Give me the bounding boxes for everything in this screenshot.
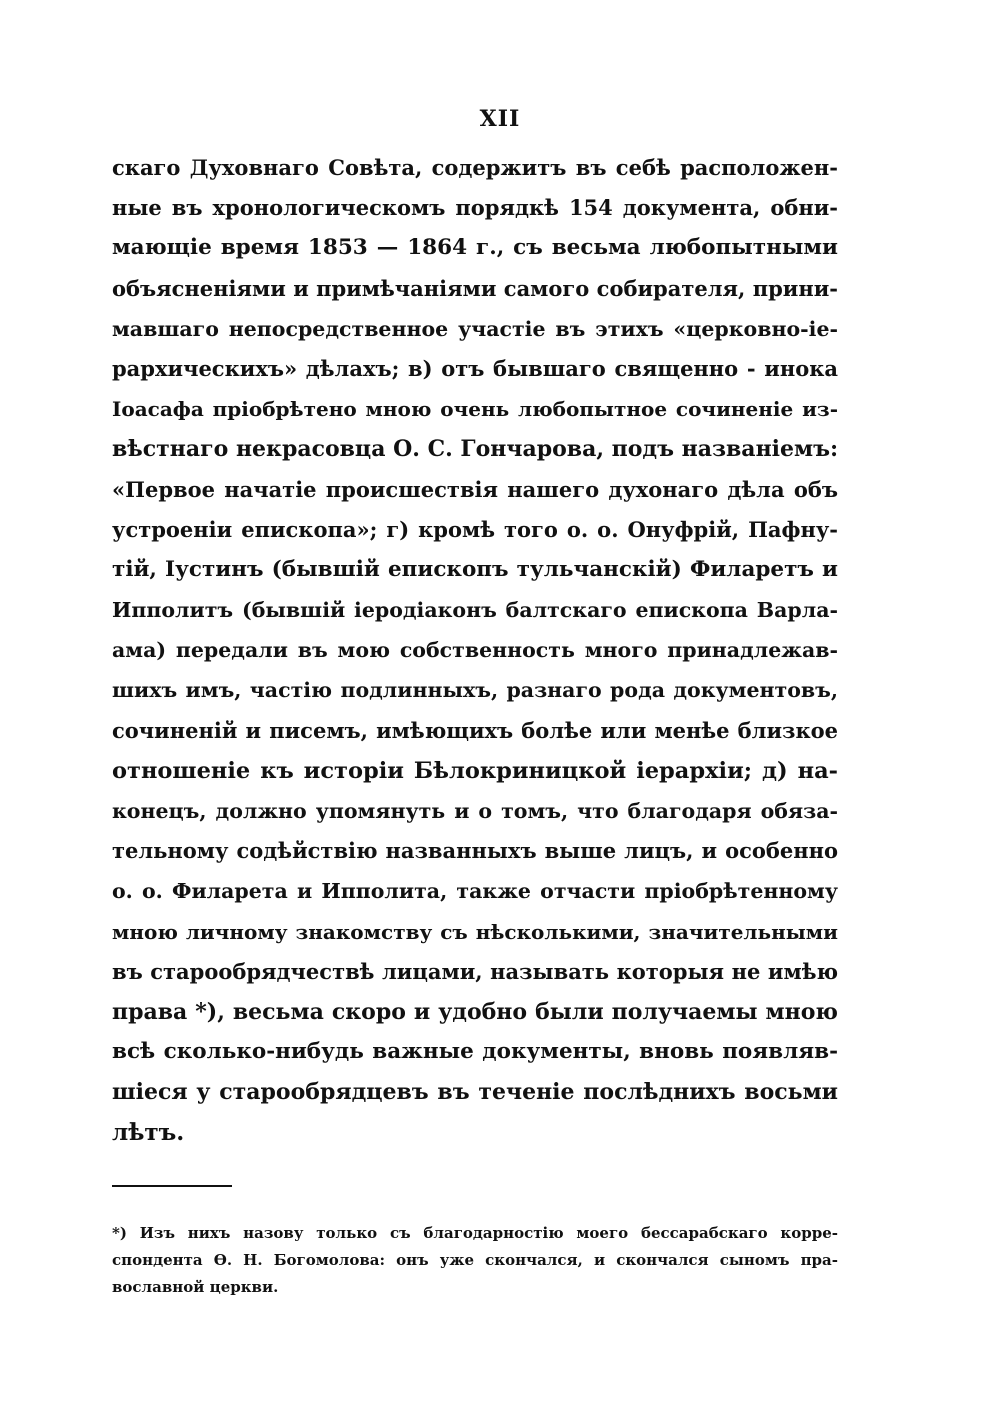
text-line: конецъ, должно упомянуть и о томъ, что благодаря обяза- (112, 799, 838, 823)
footnote-line: вославной церкви. (112, 1278, 279, 1296)
footnote-block (112, 1220, 838, 1301)
text-line: шіеся у старообрядцевъ въ теченіе послѣднихъ восьми (112, 1079, 838, 1106)
page-number: XII (479, 106, 521, 132)
text-line: ама) передали въ мою собственность много принадлежав- (112, 638, 838, 663)
text-line: Ипполитъ (бывшій іеродіаконъ балтскаго епископа Варла- (112, 598, 838, 623)
footnote-divider (112, 1185, 232, 1187)
text-line: «Первое начатіе происшествія нашего духонаго дѣла объ (112, 476, 838, 502)
text-line: Іоасафа пріобрѣтено мною очень любопытное сочиненіе из- (112, 397, 838, 422)
text-line: объясненіями и примѣчаніями самого собирателя, прини- (112, 275, 838, 301)
text-line: вѣстнаго некрасовца О. С. Гончарова, подъ названіемъ: (112, 436, 838, 463)
text-line: скаго Духовнаго Совѣта, содержитъ въ себѣ расположен- (112, 155, 838, 180)
text-line: тельному содѣйствію названныхъ выше лицъ, и особенно (112, 838, 838, 864)
text-line: мавшаго непосредственное участіе въ этихъ «церковно-іе- (112, 316, 838, 341)
text-line: сочиненій и писемъ, имѣющихъ болѣе или менѣе близкое (112, 717, 838, 743)
footnote-line: *) Изъ нихъ назову только съ благодарностію моего бессарабскаго корре- (112, 1224, 838, 1242)
text-line: ные въ хронологическомъ порядкѣ 154 документа, обни- (112, 195, 838, 221)
text-line: о. о. Филарета и Ипполита, также отчасти пріобрѣтенному (112, 879, 838, 904)
footnote-line: спондента Ѳ. Н. Богомолова: онъ уже скончался, и скончался сыномъ пра- (112, 1251, 838, 1269)
text-line: мною личному знакомству съ нѣсколькими, значительными (112, 919, 838, 944)
text-line: шихъ имъ, частію подлинныхъ, разнаго рода документовъ, (112, 678, 838, 703)
text-line: права *), весьма скоро и удобно были получаемы мною (112, 998, 838, 1025)
text-line: мающіе время 1853 — 1864 г., съ весьма любопытными (112, 235, 838, 261)
text-line: всѣ сколько-нибудь важные документы, вновь появляв- (112, 1039, 838, 1065)
text-line: лѣтъ. (112, 1118, 185, 1146)
text-line: отношеніе къ исторіи Бѣлокриницкой іерархіи; д) на- (112, 757, 838, 784)
text-line: въ старообрядчествѣ лицами, называть которыя не имѣю (112, 958, 838, 984)
text-line: рархическихъ» дѣлахъ; в) отъ бывшаго священно - инока (112, 355, 838, 381)
text-line: тій, Іустинъ (бывшій епископъ тульчанскій) Филаретъ и (112, 556, 838, 582)
main-text-block (112, 148, 838, 1153)
text-line: устроеніи епископа»; г) кромѣ того о. о. Онуфрій, Пафну- (112, 516, 838, 542)
